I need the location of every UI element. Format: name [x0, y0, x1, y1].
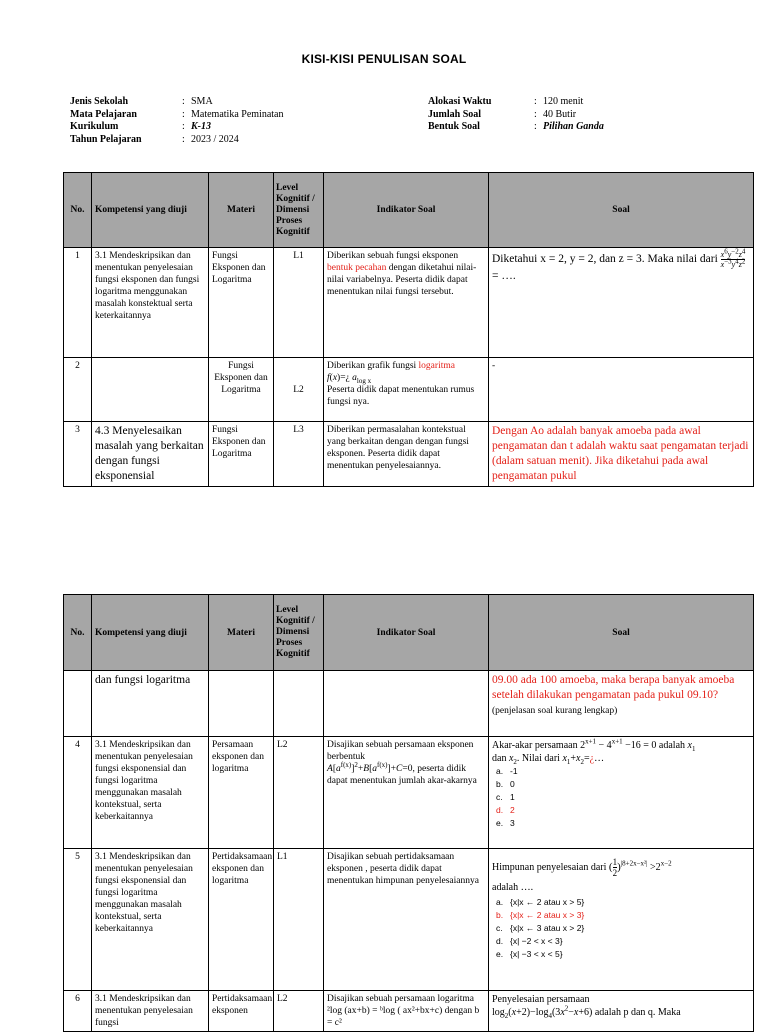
level-cell: L2: [274, 737, 324, 849]
indikator-cell: Diberikan grafik fungsi logaritma f(x)=¿ $a_{log x}$ Peserta didik dapat menentukan rumus fungsi nya.: [324, 358, 489, 422]
info-value: K-13: [191, 121, 211, 132]
table-row: 6 3.1 Mendeskripsikan dan menentukan penyelesaian fungsi Pertidaksamaan eksponen L2 Disajikan sebuah persamaan logaritma ²log (ax+b) = ᵇlog ( ax²+bx+c) dengan b = c² Penyelesaian persamaan $\log_2(x+2)-\log_4(3x^2-x+6)$ adalah p dan q. Maka: [64, 991, 754, 1032]
ineq-formula: ( $\frac{1}{2}$ )$^{|8+2x-x^2|}$: [608, 857, 648, 878]
header-soal: Soal: [489, 595, 754, 671]
materi-cell: Fungsi Eksponen dan Logaritma: [209, 422, 274, 487]
materi-cell: Fungsi Eksponen dan Logaritma: [209, 248, 274, 358]
fraction-formula: $\frac{x^6y^{-2}z^4}{x^{-3}y^4z^2}$: [720, 247, 746, 269]
options-list: [492, 765, 750, 830]
kd-cell: 4.3 Menyelesaikan masalah yang berkaitan dengan fungsi eksponensial: [92, 422, 209, 487]
option-item-correct[interactable]: d. 2: [496, 805, 515, 815]
table-row: [64, 671, 754, 737]
info-right: Alokasi Waktu : 120 menit Jumlah Soal : 40 Butir Bentuk Soal : Pilihan Ganda: [428, 96, 604, 132]
info-value: Matematika Peminatan: [191, 108, 284, 120]
option-item[interactable]: a. {x|x ← 2 atau x > 5}: [496, 897, 585, 907]
info-value: 120 menit: [543, 96, 584, 107]
soal-cell: Dengan Ao adalah banyak amoeba pada awal pengamatan dan t adalah waktu saat pengamatan terjadi (dalam satuan menit). Jika diketahui pada awal pengamatan pukul: [489, 422, 754, 487]
materi-cell: Pertidaksamaan eksponen dan logaritma: [209, 849, 274, 991]
soal-cell: Penyelesaian persamaan $\log_2(x+2)-\log_4(3x^2-x+6)$ adalah p dan q. Maka: [489, 991, 754, 1032]
info-label: Mata Pelajaran: [70, 108, 137, 120]
soal-cell: 09.00 ada 100 amoeba, maka berapa banyak amoeba setelah dilakukan pengamatan pada pukul 09.10? (penjelasan soal kurang lengkap): [489, 671, 754, 737]
info-label: Jenis Sekolah: [70, 96, 129, 107]
info-left: Jenis Sekolah : SMA Mata Pelajaran : Matematika Peminatan Kurikulum : K-13 Tahun Pelajaran : 2023 / 2024: [70, 96, 284, 145]
kd-cell: 3.1 Mendeskripsikan dan menentukan penyelesaian fungsi eksponensial dan fungsi logaritma menggunakan masalah kontekstual, serta keberkaitannya: [92, 737, 209, 849]
option-item[interactable]: d. {x| −2 < x < 3}: [496, 936, 563, 946]
header-level: Level Kognitif / Dimensi Proses Kognitif: [274, 173, 324, 248]
options-list: [492, 896, 750, 961]
level-cell: L3: [274, 422, 324, 487]
option-item[interactable]: a. -1: [496, 766, 518, 776]
info-label: Bentuk Soal: [428, 121, 480, 132]
table-row: 1 3.1 Mendeskripsikan dan menentukan penyelesaian fungsi eksponen dan fungsi logaritma menggunakan masalah konstektual serta keterkaitannya Fungsi Eksponen dan Logaritma L1 Diberikan sebuah fungsi eksponen bentuk pecahan dengan diketahui nilai-nilai variabelnya. Peserta didik dapat menentukan nilai fungsi tersebut. Diketahui x = 2, y = 2, dan z = 3. Maka nilai dari $\frac{x^6y^{-2}z^4}{x^{-3}y^4z^2}$ = ….: [64, 248, 754, 358]
grid-table-1: [63, 172, 754, 487]
indikator-cell: Diberikan permasalahan kontekstual yang berkaitan dengan dengan fungsi eksponen. Peserta didik dapat menentukan penyelesaiannya.: [324, 422, 489, 487]
header-materi: Materi: [209, 173, 274, 248]
header-kd: Kompetensi yang diuji: [92, 595, 209, 671]
materi-cell: Persamaan eksponen dan logaritma: [209, 737, 274, 849]
level-cell: L2: [274, 991, 324, 1032]
document-title: KISI-KISI PENULISAN SOAL: [301, 52, 467, 66]
kd-cell: 3.1 Mendeskripsikan dan menentukan penyelesaian fungsi eksponensial dan fungsi logaritma menggunakan masalah kontekstual, serta keberkaitannya: [92, 849, 209, 991]
option-item[interactable]: e. 3: [496, 818, 515, 828]
log-formula: f: [327, 373, 330, 383]
indikator-cell: Diberikan sebuah fungsi eksponen bentuk pecahan dengan diketahui nilai-nilai variabelnya. Peserta didik dapat menentukan nilai fungsi tersebut.: [324, 248, 489, 358]
materi-cell: Fungsi Eksponen dan Logaritma: [209, 358, 274, 422]
header-no: No.: [64, 173, 92, 248]
kd-cell: dan fungsi logaritma: [92, 671, 209, 737]
soal-cell: Himpunan penyelesaian dari ( $\frac{1}{2}$ )$^{|8+2x-x^2|} >2^{x-2}$ adalah …. a. {x|x ← 2 atau x > 5} b. {x|x ← 2 atau x > 3} c. {x|x ← 3 atau x > 2} d. {x| −2 < x < 3} e. {x| −3 < x < 5}: [489, 849, 754, 991]
soal-cell: -: [489, 358, 754, 422]
info-value: 40 Butir: [543, 108, 577, 120]
info-value: Pilihan Ganda: [543, 121, 604, 132]
header-materi: Materi: [209, 595, 274, 671]
kd-cell: 3.1 Mendeskripsikan dan menentukan penyelesaian fungsi eksponen dan fungsi logaritma menggunakan masalah konstektual serta keterkaitannya: [92, 248, 209, 358]
header-indikator: Indikator Soal: [324, 595, 489, 671]
info-label: Kurikulum: [70, 121, 119, 132]
info-value: 2023 / 2024: [191, 133, 239, 145]
option-item[interactable]: e. {x| −3 < x < 5}: [496, 949, 563, 959]
kd-cell: 3.1 Mendeskripsikan dan menentukan penyelesaian fungsi: [92, 991, 209, 1032]
soal-cell: Diketahui x = 2, y = 2, dan z = 3. Maka nilai dari $\frac{x^6y^{-2}z^4}{x^{-3}y^4z^2}$ = ….: [489, 248, 754, 358]
info-label: Tahun Pelajaran: [70, 133, 142, 145]
level-cell: L2: [274, 358, 324, 422]
info-label: Jumlah Soal: [428, 108, 482, 120]
table-row: 4 3.1 Mendeskripsikan dan menentukan penyelesaian fungsi eksponensial dan fungsi logaritma menggunakan masalah kontekstual, serta keberkaitannya Persamaan eksponen dan logaritma L2 Disajikan sebuah persamaan eksponen berbentuk $A[a^{f(x)}]^2+B[a^{f(x)}]+C=0$, peserta didik dapat menentukan jumlah akar-akarnya Akar-akar persamaan $2^{x+1} - 4^{x+1} -16 = 0$ adalah $x_1$ dan $x_2$. Nilai dari $x_1+x_2=¿\dots$ a. -1 b. 0 c. 1 d. 2 e. 3: [64, 737, 754, 849]
indikator-cell: Disajikan sebuah persamaan logaritma ²log (ax+b) = ᵇlog ( ax²+bx+c) dengan b = c²: [324, 991, 489, 1032]
option-item[interactable]: b. 0: [496, 779, 515, 789]
header-indikator: Indikator Soal: [324, 173, 489, 248]
materi-cell: Pertidaksamaan eksponen: [209, 991, 274, 1032]
table-row: 2 Fungsi Eksponen dan Logaritma L2 Diberikan grafik fungsi logaritma f(x)=¿ $a_{log x}$ Peserta didik dapat menentukan rumus fungsi nya. -: [64, 358, 754, 422]
option-item-correct[interactable]: b. {x|x ← 2 atau x > 3}: [496, 910, 585, 920]
table-row: 3 4.3 Menyelesaikan masalah yang berkaitan dengan fungsi eksponensial Fungsi Eksponen dan Logaritma L3 Diberikan permasalahan kontekstual yang berkaitan dengan dengan fungsi eksponen. Peserta didik dapat menentukan penyelesaiannya. Dengan Ao adalah banyak amoeba pada awal pengamatan dan t adalah waktu saat pengamatan terjadi (dalam satuan menit). Jika diketahui pada awal pengamatan pukul: [64, 422, 754, 487]
header-no: No.: [64, 595, 92, 671]
level-cell: L1: [274, 248, 324, 358]
soal-cell: Akar-akar persamaan $2^{x+1} - 4^{x+1} -16 = 0$ adalah $x_1$ dan $x_2$. Nilai dari $x_1+x_2=¿\dots$ a. -1 b. 0 c. 1 d. 2 e. 3: [489, 737, 754, 849]
indikator-cell: Disajikan sebuah persamaan eksponen berbentuk $A[a^{f(x)}]^2+B[a^{f(x)}]+C=0$, peserta didik dapat menentukan jumlah akar-akarnya: [324, 737, 489, 849]
header-kd: Kompetensi yang diuji: [92, 173, 209, 248]
table-row: 5 3.1 Mendeskripsikan dan menentukan penyelesaian fungsi eksponensial dan fungsi logaritma menggunakan masalah kontekstual, serta keberkaitannya Pertidaksamaan eksponen dan logaritma L1 Disajikan sebuah pertidaksamaan eksponen , peserta didik dapat menentukan himpunan penyelesaiannya Himpunan penyelesaian dari ( $\frac{1}{2}$ )$^{|8+2x-x^2|} >2^{x-2}$ adalah …. a. {x|x ← 2 atau x > 5} b. {x|x ← 2 atau x > 3} c. {x|x ← 3 atau x > 2} d. {x| −2 < x < 3} e. {x| −3 < x < 5}: [64, 849, 754, 991]
soal-note: (penjelasan soal kurang lengkap): [492, 706, 618, 716]
header-soal: Soal: [489, 173, 754, 248]
indikator-cell: Disajikan sebuah pertidaksamaan eksponen , peserta didik dapat menentukan himpunan penyelesaiannya: [324, 849, 489, 991]
info-value: SMA: [191, 96, 213, 107]
header-level: Level Kognitif / Dimensi Proses Kognitif: [274, 595, 324, 671]
option-item[interactable]: c. {x|x ← 3 atau x > 2}: [496, 923, 585, 933]
info-label: Alokasi Waktu: [428, 96, 492, 107]
kd-cell: [92, 358, 209, 422]
level-cell: L1: [274, 849, 324, 991]
exp-formula: A: [327, 764, 333, 774]
grid-table-2: [63, 594, 754, 1032]
option-item[interactable]: c. 1: [496, 792, 515, 802]
